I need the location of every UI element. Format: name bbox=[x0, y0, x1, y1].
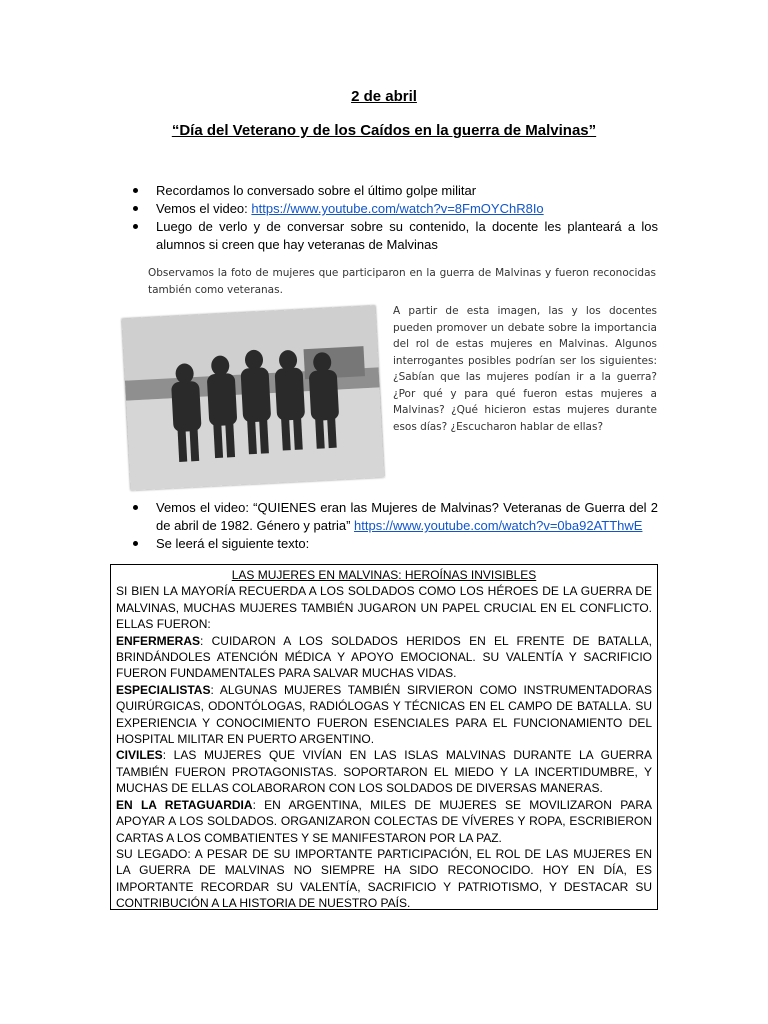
page-title: “Día del Veterano y de los Caídos en la guerra de Malvinas” bbox=[171, 122, 597, 139]
bullet-text: Vemos el video: “QUIENES eran las Mujeres de Malvinas? Veteranas de Guerra del 2 de abril de 1982. Género y patria” bbox=[156, 500, 658, 533]
section-term: ESPECIALISTAS bbox=[116, 682, 211, 697]
section-term: EN LA RETAGUARDIA bbox=[116, 797, 253, 812]
reading-text-box bbox=[110, 564, 658, 910]
box-section-civilians bbox=[116, 747, 652, 796]
box-closing: SU LEGADO: A PESAR DE SU IMPORTANTE PARTICIPACIÓN, EL ROL DE LAS MUJERES EN LA GUERRA DE MALVINAS NO SIEMPRE HA SIDO RECONOCIDO. HOY EN DÍA, ES IMPORTANTE RECORDAR SU VALENTÍA, SACRIFICIO Y PATRIOTISMO, Y DESTACAR SU CONTRIBUCIÓN A LA HISTORIA DE NUESTRO PAÍS. bbox=[116, 846, 652, 911]
bottom-bullet-list bbox=[130, 499, 658, 553]
list-item bbox=[130, 182, 658, 200]
photo-women-veterans bbox=[122, 305, 385, 490]
box-title: LAS MUJERES EN MALVINAS: HEROÍNAS INVISIBLES bbox=[231, 568, 537, 582]
box-section-nurses bbox=[116, 633, 652, 682]
bullet-text: Recordamos lo conversado sobre el último golpe militar bbox=[156, 183, 477, 198]
section-term: ENFERMERAS bbox=[116, 633, 201, 648]
date-heading: 2 de abril bbox=[351, 88, 417, 105]
section-text: : ALGUNAS MUJERES TAMBIÉN SIRVIERON COMO INSTRUMENTADORAS QUIRÚRGICAS, ODONTÓLOGAS, RADIÓLOGAS Y TÉCNICAS EN EL CAMPO DE BATALLA. SU EXPERIENCIA Y CONOCIMIENTO FUERON ESENCIALES PARA EL FUNCIONAMIENTO DEL HOSPITAL MILITAR EN PUERTO ARGENTINO. bbox=[116, 682, 652, 747]
handwritten-note-top: Observamos la foto de mujeres que participaron en la guerra de Malvinas y fueron reconocidas también como veteranas. bbox=[148, 267, 656, 296]
section-text: : LAS MUJERES QUE VIVÍAN EN LAS ISLAS MALVINAS DURANTE LA GUERRA TAMBIÉN FUERON PROTAGONISTAS. SOPORTARON EL MIEDO Y LA INCERTIDUMBRE, Y MUCHAS DE ELLAS COLABORARON CON LOS SOLDADOS DE DIVERSAS MANERAS. bbox=[116, 748, 652, 796]
bullet-text: Se leerá el siguiente texto: bbox=[156, 536, 310, 551]
section-term: CIVILES bbox=[116, 748, 163, 763]
list-item bbox=[130, 218, 658, 254]
section-text: : EN ARGENTINA, MILES DE MUJERES SE MOVILIZARON PARA APOYAR A LOS SOLDADOS. ORGANIZARON COLECTAS DE VÍVERES Y ROPA, ESCRIBIERON CARTAS A LOS COMBATIENTES Y SE MANIFESTARON POR LA PAZ. bbox=[116, 797, 652, 845]
handwritten-note-side: A partir de esta imagen, las y los docentes pueden promover un debate sobre la importancia del rol de estas mujeres en Malvinas. Algunos interrogantes posibles podrían ser los siguientes: ¿Sabían que las mujeres podían ir a la guerra? ¿Por qué y para qué fueron estas mujeres a Malvinas? ¿Qué hicieron estas mujeres durante esos días? ¿Escucharon hablar de ellas? bbox=[393, 305, 657, 433]
list-item bbox=[130, 499, 658, 535]
list-item bbox=[130, 535, 658, 553]
video-link-1[interactable]: https://www.youtube.com/watch?v=8FmOYChR8Io bbox=[251, 201, 544, 216]
box-section-rearguard bbox=[116, 797, 652, 846]
list-item bbox=[130, 200, 658, 218]
section-text: : CUIDARON A LOS SOLDADOS HERIDOS EN EL FRENTE DE BATALLA, BRINDÁNDOLES ATENCIÓN MÉDICA Y APOYO EMOCIONAL. SU VALENTÍA Y SACRIFICIO FUERON FUNDAMENTALES PARA SALVAR MUCHAS VIDAS. bbox=[116, 633, 652, 681]
video-link-2[interactable]: https://www.youtube.com/watch?v=0ba92ATThwE bbox=[354, 518, 643, 533]
top-bullet-list bbox=[130, 182, 658, 254]
box-section-specialists bbox=[116, 682, 652, 748]
box-intro: SI BIEN LA MAYORÍA RECUERDA A LOS SOLDADOS COMO LOS HÉROES DE LA GUERRA DE MALVINAS, MUCHAS MUJERES TAMBIÉN JUGARON UN PAPEL CRUCIAL EN EL CONFLICTO. ELLAS FUERON: bbox=[116, 584, 652, 632]
bullet-text: Luego de verlo y de conversar sobre su contenido, la docente les planteará a los alumnos si creen que hay veteranas de Malvinas bbox=[156, 219, 658, 252]
photo-illustration bbox=[122, 305, 385, 490]
bullet-text: Vemos el video: bbox=[156, 201, 252, 216]
